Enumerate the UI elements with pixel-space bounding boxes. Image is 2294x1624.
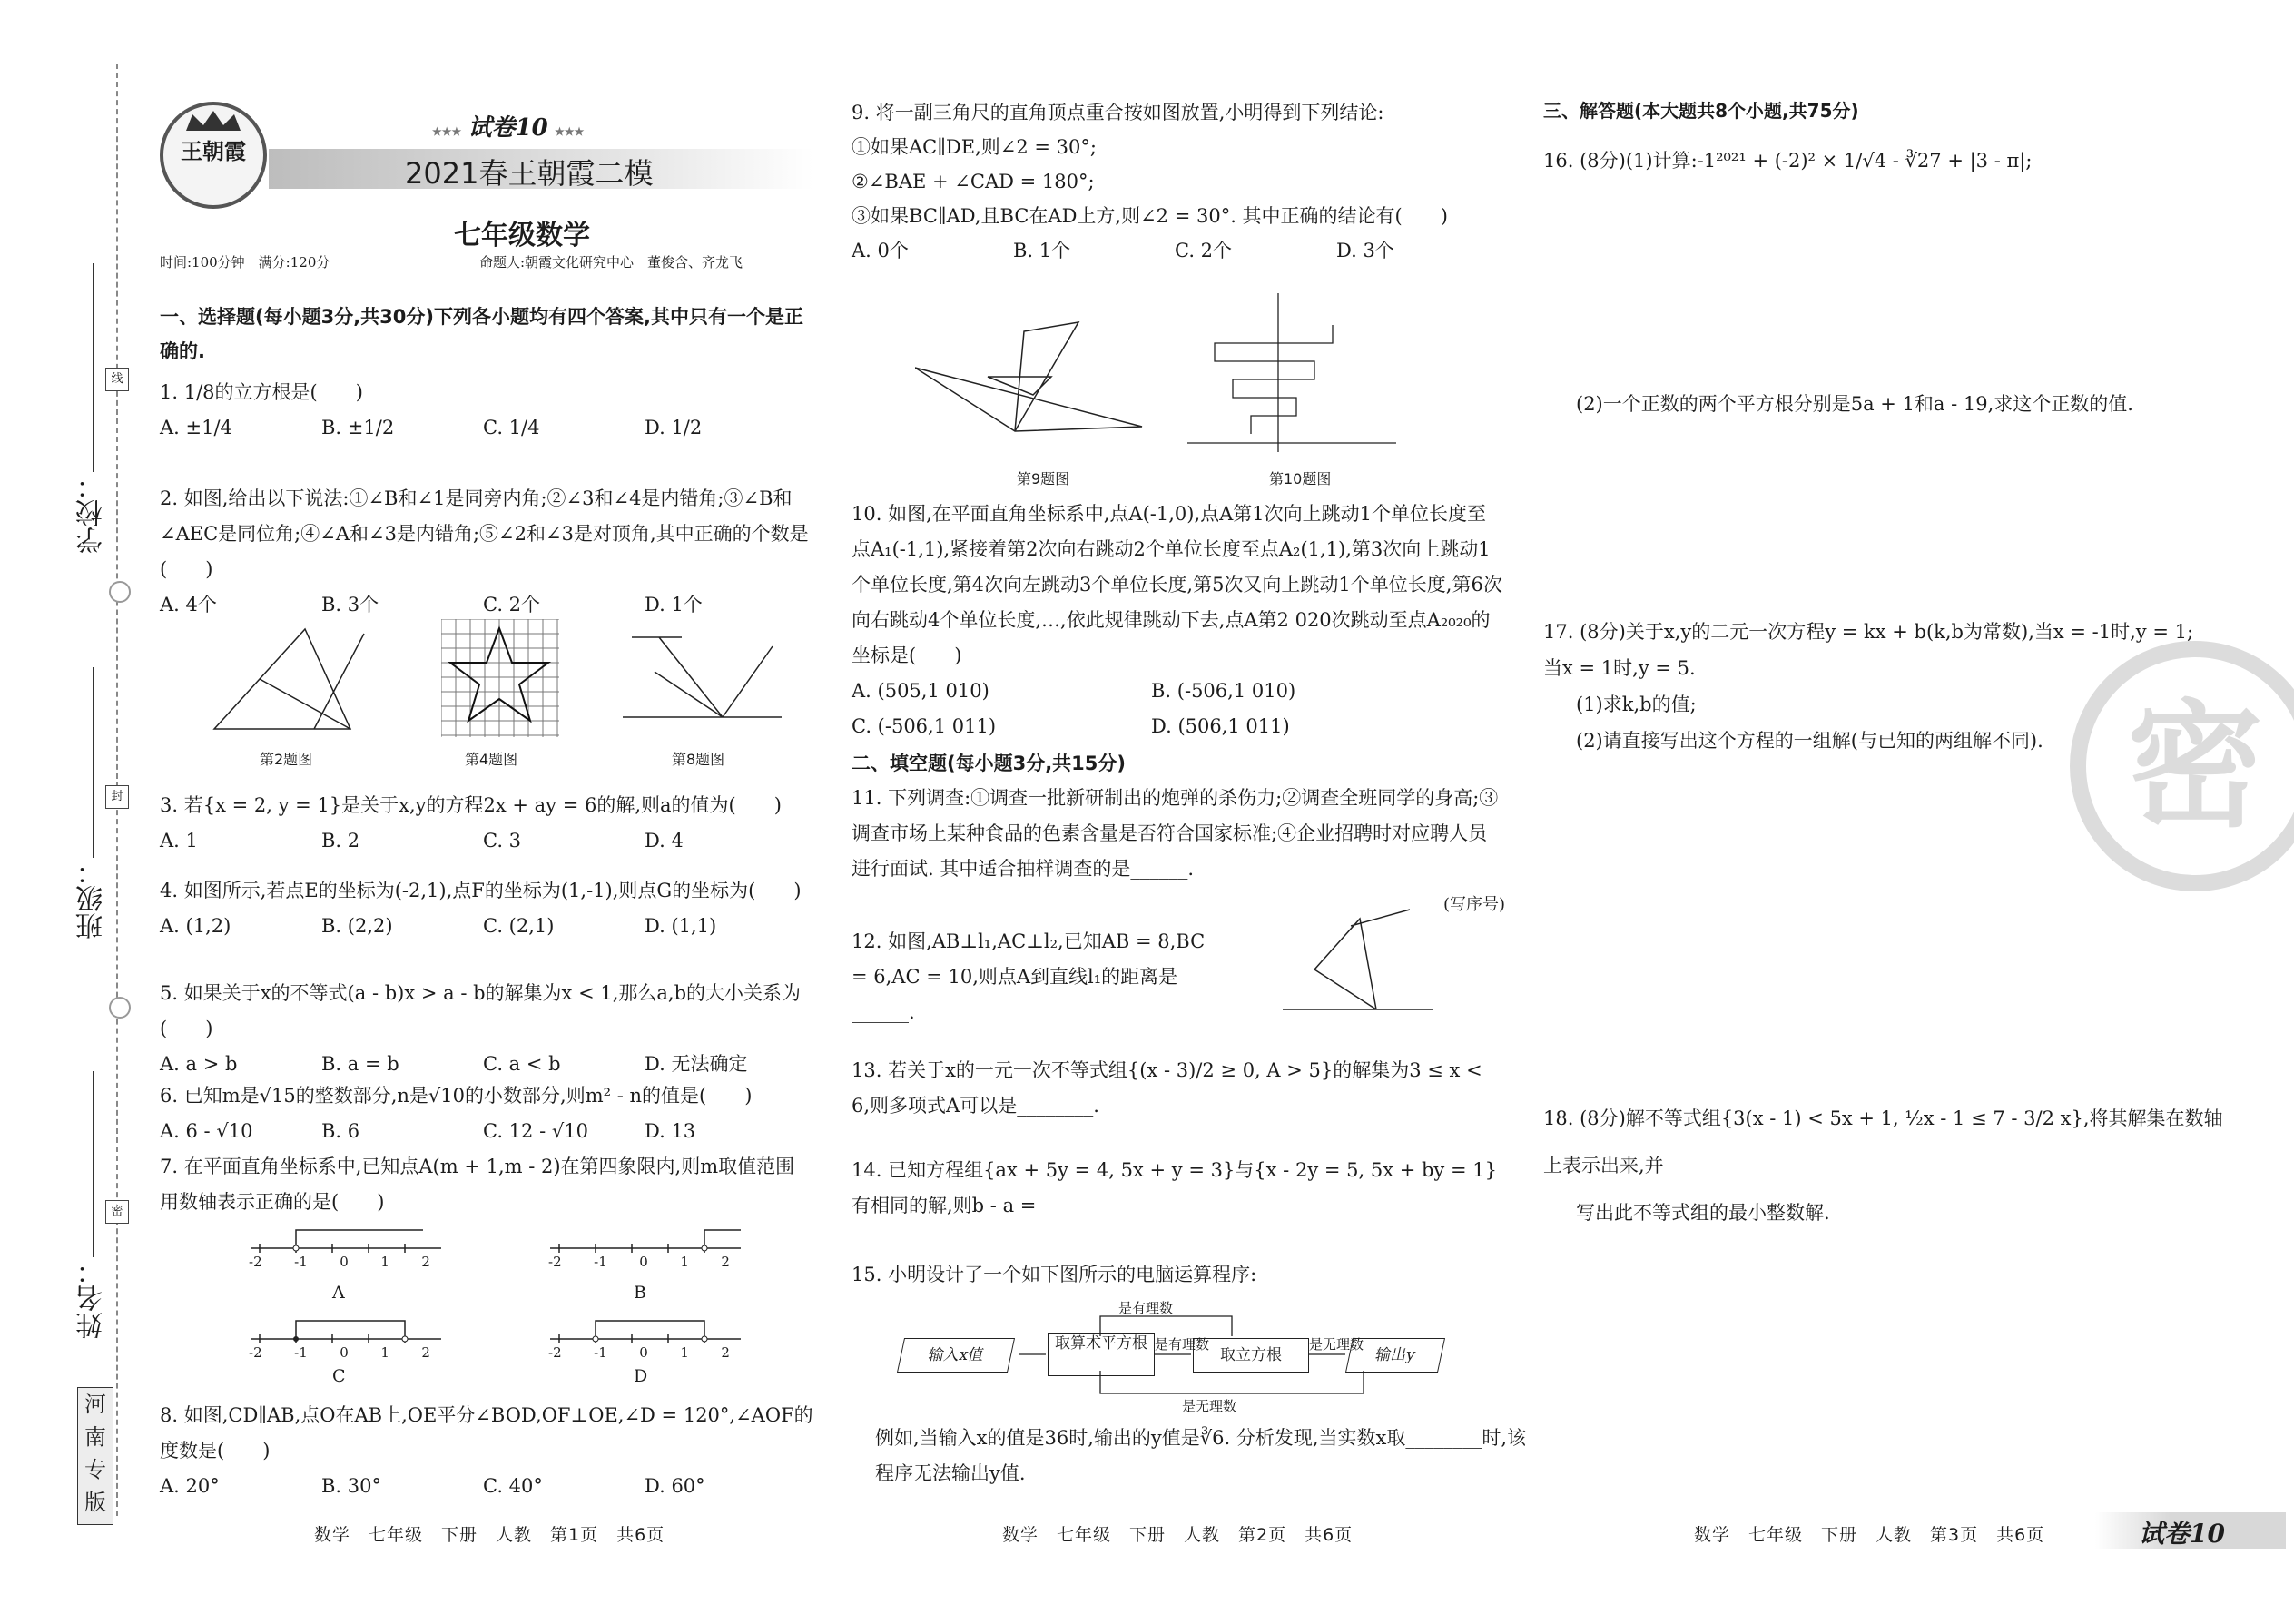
tick-label: -1 — [294, 1344, 308, 1361]
option-b: B. 6 — [321, 1120, 360, 1142]
q8-stem: 8. 如图,CD∥AB,点O在AB上,OE平分∠BOD,OF⊥OE,∠D = 120°,∠AOF的度数是( ) — [160, 1404, 813, 1462]
footer-page-3: 数学 七年级 下册 人教 第3页 共6页 — [1694, 1525, 2045, 1545]
q14-stem: 14. 已知方程组{ax + 5y = 4, 5x + y = 3}与{x - 2y = 5, 5x + by = 1}有相同的解,则b - a = ______ — [852, 1159, 1497, 1216]
section-3-title: 三、解答题(本大题共8个小题,共75分) — [1543, 100, 1859, 122]
question-12 — [852, 924, 1206, 1030]
figure-caption-q4: 第4题图 — [465, 751, 518, 768]
tick-label: -2 — [548, 1254, 562, 1270]
figure-q10 — [1178, 289, 1405, 461]
figure-q12 — [1278, 908, 1442, 1030]
star-decoration: ★★★ — [555, 125, 585, 138]
option-c: C. 2个 — [483, 594, 541, 615]
exam-title: 2021春王朝霞二模 — [405, 156, 654, 191]
binding-hole-icon — [109, 997, 131, 1019]
option-b: B. 1个 — [1013, 240, 1071, 261]
tick-label: -2 — [548, 1344, 562, 1361]
question-9 — [852, 95, 1505, 268]
option-c: C. 1/4 — [483, 417, 540, 438]
option-c: C. 3 — [483, 830, 522, 851]
question-8 — [160, 1398, 813, 1504]
tick-label: -1 — [294, 1254, 308, 1270]
option-d: D. (1,1) — [645, 915, 717, 937]
q9-line-2: ②∠BAE + ∠CAD = 180°; — [852, 171, 1095, 192]
number-line-b-label: B — [634, 1283, 646, 1303]
column-1 — [160, 0, 822, 1624]
option-c: C. 12 - √10 — [483, 1120, 588, 1142]
option-d: D. 无法确定 — [645, 1053, 748, 1075]
option-c: C. (2,1) — [483, 915, 555, 937]
option-b: B. (-506,1 010) — [1151, 680, 1296, 702]
figure-caption-q8: 第8题图 — [672, 751, 725, 768]
q6-options — [160, 1114, 813, 1149]
school-label: 学校： — [76, 472, 108, 554]
edition-char: 版 — [84, 1490, 106, 1515]
q5-stem: 5. 如果关于x的不等式(a - b)x > a - b的解集为x < 1,那么a,b的大小关系为( ) — [160, 982, 802, 1039]
watermark-char: 密 — [2126, 686, 2263, 846]
seal-char-feng: 封 — [105, 785, 129, 809]
option-d: D. 3个 — [1336, 240, 1394, 261]
tick-label: 1 — [680, 1344, 689, 1361]
tick-label: 1 — [380, 1254, 389, 1270]
flow-input-box: 输入x值 — [897, 1338, 1015, 1373]
q5-options — [160, 1047, 813, 1082]
q1-stem: 1. 1/8的立方根是( ) — [160, 381, 363, 403]
option-a: A. ±1/4 — [160, 417, 232, 438]
flow-label: 是有理数 — [1118, 1300, 1174, 1316]
option-a: A. (1,2) — [160, 915, 231, 937]
binding-strip — [0, 0, 127, 1624]
figure-q9 — [915, 313, 1151, 440]
question-16-part-2: (2)一个正数的两个平方根分别是5a + 1和a - 19,求这个正数的值. — [1576, 393, 2133, 415]
edition-char: 南 — [84, 1424, 106, 1450]
question-18 — [1543, 1095, 2233, 1236]
crown-icon — [182, 109, 245, 133]
tick-labels-d — [548, 1344, 730, 1361]
option-b: B. a = b — [321, 1053, 399, 1075]
option-c: C. (-506,1 011) — [852, 715, 997, 737]
figure-caption-q2: 第2题图 — [260, 751, 313, 768]
section-1-title: 一、选择题(每小题3分,共30分)下列各小题均有四个答案,其中只有一个是正确的. — [160, 306, 803, 362]
flowchart — [891, 1298, 1472, 1416]
q2-stem: 2. 如图,给出以下说法:①∠B和∠1是同旁内角;②∠3和∠4是内错角;③∠B和∠AEC是同位角;④∠A和∠3是内错角;⑤∠2和∠3是对顶角,其中正确的个数是( ) — [160, 487, 809, 580]
q4-options — [160, 909, 813, 944]
q11-note: (写序号) — [1442, 895, 1505, 914]
question-15 — [852, 1257, 1505, 1293]
option-d: D. 4 — [645, 830, 684, 851]
footer-badge-text: 试卷10 — [2139, 1519, 2225, 1549]
question-13 — [852, 1053, 1505, 1124]
figure-caption-q9: 第9题图 — [1017, 470, 1070, 487]
q4-stem: 4. 如图所示,若点E的坐标为(-2,1),点F的坐标为(1,-1),则点G的坐标为( ) — [160, 880, 802, 901]
number-line-c-label: C — [332, 1366, 346, 1386]
tick-label: 1 — [680, 1254, 689, 1270]
q1-options — [160, 410, 850, 446]
number-line-c — [241, 1312, 450, 1348]
class-label: 班级： — [76, 858, 108, 940]
q3-stem: 3. 若{x = 2, y = 1}是关于x,y的方程2x + ay = 6的解,则a的值为( ) — [160, 794, 782, 816]
flow-output-box: 输出y — [1345, 1338, 1445, 1373]
name-field-line — [93, 1071, 94, 1257]
section-2-title: 二、填空题(每小题3分,共15分) — [852, 753, 1127, 774]
question-11 — [852, 781, 1505, 922]
option-a: A. 6 - √10 — [160, 1120, 253, 1142]
q13-stem: 13. 若关于x的一元一次不等式组{(x - 3)/2 ≥ 0, A > 5}的解集为3 ≤ x < 6,则多项式A可以是________. — [852, 1059, 1482, 1117]
banner-title: 试卷10 — [468, 114, 548, 142]
q10-options-row-2 — [852, 709, 1505, 744]
flow-cbrt-box: 取立方根 — [1193, 1338, 1309, 1373]
question-1 — [160, 375, 850, 446]
option-d: D. 1个 — [645, 594, 703, 615]
option-b: B. 3个 — [321, 594, 379, 615]
question-5 — [160, 976, 813, 1082]
column-3 — [1543, 0, 2269, 1624]
authors: 命题人:朝霞文化研究中心 董俊含、齐龙飞 — [479, 254, 743, 271]
flow-label: 是无理数 — [1182, 1398, 1237, 1414]
question-2 — [160, 481, 813, 623]
q10-options-row-1 — [852, 674, 1505, 709]
number-line-group — [241, 1221, 750, 1384]
q17-part-2: (2)请直接写出这个方程的一组解(与已知的两组解不同). — [1576, 730, 2043, 752]
tick-label: 0 — [639, 1254, 648, 1270]
q18-stem: 18. (8分)解不等式组{3(x - 1) < 5x + 1, ½x - 1 ≤ 7 - 3/2 x},将其解集在数轴上表示出来,并 — [1543, 1107, 2223, 1176]
number-line-d-label: D — [634, 1366, 648, 1386]
q9-stem: 9. 将一副三角尺的直角顶点重合按如图放置,小明得到下列结论: — [852, 102, 1384, 123]
q6-stem: 6. 已知m是√15的整数部分,n是√10的小数部分,则m² - n的值是( ) — [160, 1085, 753, 1107]
option-a: A. 1 — [160, 830, 198, 851]
tick-labels-c — [249, 1344, 430, 1361]
figure-q4 — [441, 619, 559, 737]
edition-char: 河 — [84, 1392, 106, 1417]
seal-char-xian: 线 — [105, 368, 129, 391]
option-a: A. 4个 — [160, 594, 217, 615]
edition-box — [77, 1387, 113, 1525]
figure-caption-q10: 第10题图 — [1269, 470, 1332, 487]
tick-labels-a — [249, 1254, 430, 1270]
option-c: C. 2个 — [1175, 240, 1233, 261]
tick-label: -2 — [249, 1254, 262, 1270]
option-a: A. 20° — [160, 1475, 220, 1497]
option-d: D. 1/2 — [645, 417, 703, 438]
option-b: B. (2,2) — [321, 915, 393, 937]
tick-label: 1 — [380, 1344, 389, 1361]
number-line-a — [241, 1221, 450, 1257]
school-field-line — [93, 263, 94, 472]
banner-stars-line — [432, 109, 584, 143]
figure-q8 — [623, 626, 786, 735]
q8-options — [160, 1469, 813, 1504]
footer-badge — [2095, 1512, 2286, 1549]
q17-stem: 17. (8分)关于x,y的二元一次方程y = kx + b(k,b为常数),当x = -1时,y = 1;当x = 1时,y = 5. — [1543, 621, 2194, 679]
q9-options — [852, 233, 1505, 268]
option-b: B. 30° — [321, 1475, 382, 1497]
footer-page-2: 数学 七年级 下册 人教 第2页 共6页 — [1002, 1525, 1354, 1545]
subject-title: 七年级数学 — [454, 220, 590, 251]
time-info: 时间:100分钟 满分:120分 — [160, 254, 330, 271]
tick-label: 2 — [721, 1344, 730, 1361]
q9-line-3: ③如果BC∥AD,且BC在AD上方,则∠2 = 30°. 其中正确的结论有( ) — [852, 205, 1448, 227]
question-16-part-1: 16. (8分)(1)计算:-1²⁰²¹ + (-2)² × 1/√4 - ∛27 + |3 - π|; — [1543, 150, 2033, 172]
flow-sqrt-box: 取算术平方根 — [1048, 1333, 1155, 1376]
figure-q2 — [205, 625, 369, 743]
seal-char-mi: 密 — [105, 1200, 129, 1224]
tick-label: 2 — [721, 1254, 730, 1270]
option-a: A. a > b — [160, 1053, 238, 1075]
question-4 — [160, 873, 813, 944]
option-b: B. 2 — [321, 830, 360, 851]
q11-stem: 11. 下列调查:①调查一批新研制出的炮弹的杀伤力;②调查全班同学的身高;③调查市场上某种食品的色素含量是否符合国家标准;④企业招聘时对应聘人员进行面试. 其中适合抽样调查的是______. — [852, 787, 1499, 880]
option-a: A. (505,1 010) — [852, 680, 989, 702]
question-10 — [852, 497, 1505, 744]
edition-char: 专 — [84, 1457, 106, 1482]
q17-part-1: (1)求k,b的值; — [1576, 694, 1697, 715]
tick-label: 2 — [421, 1344, 430, 1361]
q3-options — [160, 823, 813, 859]
option-c: C. a < b — [483, 1053, 561, 1075]
tick-label: -1 — [594, 1344, 607, 1361]
question-3 — [160, 788, 813, 859]
class-field-line — [93, 667, 94, 858]
q10-stem: 10. 如图,在平面直角坐标系中,点A(-1,0),点A第1次向上跳动1个单位长度至点A₁(-1,1),紧接着第2次向右跳动2个单位长度至点A₂(1,1),第3次向上跳动1个单位长度,第4次向左跳动3个单位长度,第5次又向上跳动1个单位长度,第6次向右跳动4个单位长度,…,依此规律跳动下去,点A第2 020次跳动至点A₂₀₂₀的坐标是( ) — [852, 503, 1502, 666]
number-line-a-label: A — [332, 1283, 345, 1303]
q9-line-1: ①如果AC∥DE,则∠2 = 30°; — [852, 136, 1097, 158]
question-7 — [160, 1149, 813, 1220]
tick-label: 2 — [421, 1254, 430, 1270]
option-d: D. 13 — [645, 1120, 696, 1142]
option-c: C. 40° — [483, 1475, 543, 1497]
logo-text: 王朝霞 — [181, 138, 246, 164]
tick-label: -1 — [594, 1254, 607, 1270]
number-line-d — [541, 1312, 750, 1348]
q2-options — [160, 587, 813, 623]
column-2 — [852, 0, 1527, 1624]
tick-label: -2 — [249, 1344, 262, 1361]
binding-hole-icon — [109, 581, 131, 603]
q12-stem: 12. 如图,AB⊥l₁,AC⊥l₂,已知AB = 8,BC = 6,AC = 10,则点A到直线l₁的距离是______. — [852, 930, 1206, 1023]
question-6 — [160, 1078, 813, 1149]
star-decoration: ★★★ — [432, 125, 462, 138]
flow-label: 是有理数 — [1155, 1336, 1210, 1353]
option-d: D. (506,1 011) — [1151, 715, 1290, 737]
name-label: 姓名： — [76, 1257, 108, 1339]
tick-label: 0 — [340, 1254, 349, 1270]
flow-label: 是无理数 — [1309, 1336, 1364, 1353]
brand-logo — [160, 102, 267, 209]
tick-labels-b — [548, 1254, 730, 1270]
footer-page-1: 数学 七年级 下册 人教 第1页 共6页 — [314, 1525, 665, 1545]
option-b: B. ±1/2 — [321, 417, 395, 438]
q15-stem: 15. 小明设计了一个如下图所示的电脑运算程序: — [852, 1264, 1257, 1285]
tick-label: 0 — [340, 1344, 349, 1361]
q7-stem: 7. 在平面直角坐标系中,已知点A(m + 1,m - 2)在第四象限内,则m取值范围用数轴表示正确的是( ) — [160, 1156, 795, 1213]
option-d: D. 60° — [645, 1475, 705, 1497]
tick-label: 0 — [639, 1344, 648, 1361]
q15-tail: 例如,当输入x的值是36时,输出的y值是∛6. 分析发现,当实数x取________时,该程序无法输出y值. — [875, 1427, 1527, 1484]
number-line-b — [541, 1221, 750, 1257]
option-a: A. 0个 — [852, 240, 909, 261]
q18-tail: 写出此不等式组的最小整数解. — [1576, 1202, 1830, 1224]
question-14 — [852, 1153, 1505, 1224]
